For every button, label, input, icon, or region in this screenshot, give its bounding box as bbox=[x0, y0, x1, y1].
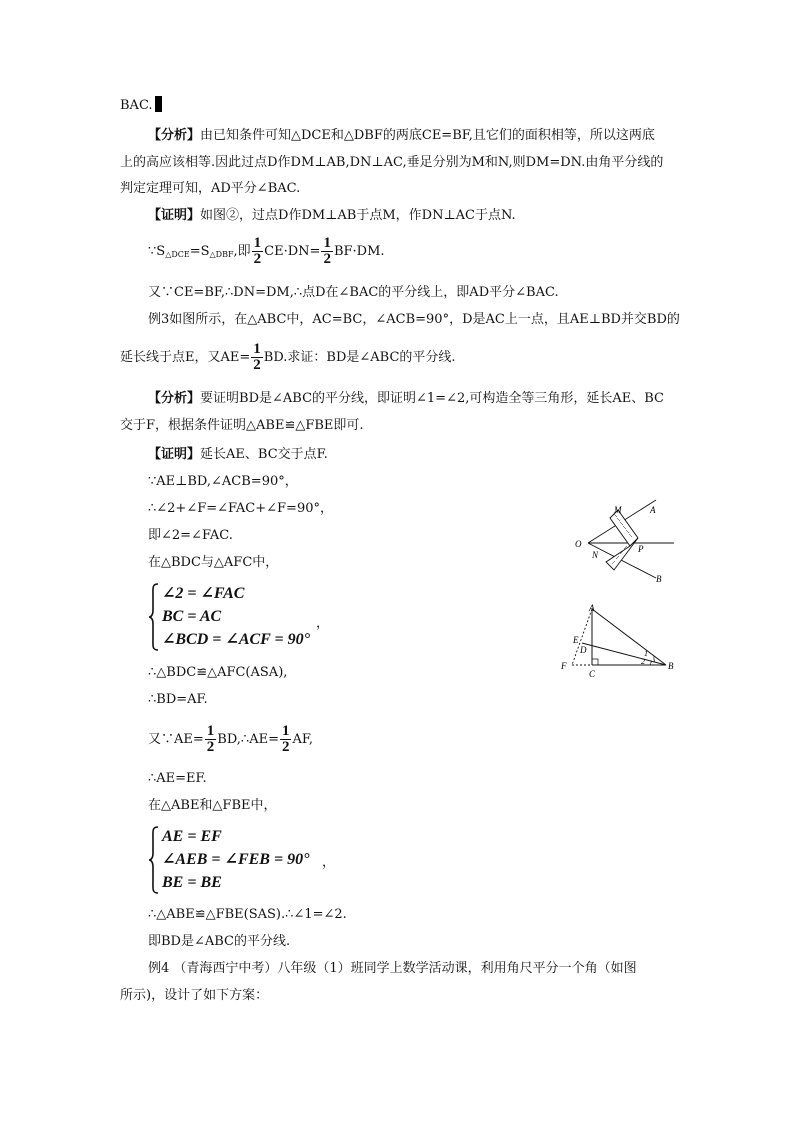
text: 要证明BD是∠ABC的平分线，即证明∠1=∠2,可构造全等三角形，延长AE、BC bbox=[200, 391, 664, 406]
line bbox=[148, 691, 208, 709]
numerator: 1 bbox=[323, 235, 331, 251]
punctuation: ， bbox=[316, 616, 330, 631]
text: 又∵CE=BF,∴DN=DM,∴点D在∠BAC的平分线上，即AD平分∠BAC. bbox=[148, 285, 559, 300]
segment-eb bbox=[582, 643, 666, 665]
text: ∵S bbox=[148, 244, 166, 259]
equation-system-1 bbox=[148, 582, 348, 652]
text: 由已知条件可知△DCE和△DBF的两底CE=BF,且它们的面积相等，所以这两底 bbox=[200, 128, 655, 143]
equation-list bbox=[162, 825, 309, 894]
punctuation: ， bbox=[322, 855, 336, 870]
text: ∴AE=EF. bbox=[148, 771, 207, 786]
subscript: △DBF bbox=[209, 250, 234, 259]
text: 又∵AE= bbox=[148, 732, 204, 747]
line bbox=[148, 664, 287, 682]
equation-system-2 bbox=[148, 825, 348, 895]
text: 即∠2=∠FAC. bbox=[148, 528, 233, 543]
label-d: D bbox=[580, 645, 587, 655]
fraction-line bbox=[148, 722, 313, 758]
subscript: △DCE bbox=[165, 250, 190, 259]
proof-label: 【证明】 bbox=[148, 208, 201, 223]
label-angle-1: 1 bbox=[644, 649, 648, 658]
text: 判定定理可知，AD平分∠BAC. bbox=[120, 181, 301, 196]
text: 在△ABE和△FBE中， bbox=[148, 798, 277, 813]
text: AF, bbox=[292, 732, 313, 747]
left-brace-icon bbox=[148, 825, 160, 895]
label-angle-2: 2 bbox=[641, 657, 645, 666]
label-a: A bbox=[589, 603, 595, 613]
label-b: B bbox=[668, 661, 674, 671]
example-3-line-2 bbox=[120, 340, 456, 376]
denominator: 2 bbox=[206, 739, 215, 755]
text: 延长AE、BC交于点F. bbox=[200, 447, 328, 462]
line bbox=[120, 417, 364, 435]
text: BAC. bbox=[120, 98, 153, 113]
equation: BC = AC bbox=[162, 608, 222, 625]
text: 例4 （青海西宁中考）八年级（1）班同学上数学活动课，利用角尺平分一个角（如图 bbox=[148, 961, 637, 976]
line bbox=[148, 933, 290, 951]
fraction-half bbox=[252, 236, 264, 267]
line bbox=[148, 527, 233, 545]
fraction-half bbox=[321, 236, 333, 267]
label-b: B bbox=[656, 574, 662, 584]
equation: ∠2 = ∠FAC bbox=[162, 585, 245, 602]
text: CE·DN= bbox=[264, 244, 321, 259]
text: ∵AE⊥BD,∠ACB=90°， bbox=[148, 474, 298, 489]
label-a: A bbox=[650, 505, 656, 515]
equation: ∠AEB = ∠FEB = 90° bbox=[162, 851, 310, 868]
left-brace-icon bbox=[148, 582, 160, 652]
denominator: 2 bbox=[323, 251, 331, 267]
denominator: 2 bbox=[281, 739, 290, 755]
side-ab bbox=[592, 609, 666, 665]
numerator: 1 bbox=[281, 723, 290, 739]
text: 例3如图所示，在△ABC中，AC=BC，∠ACB=90°，D是AC上一点，且AE⊥BD并交BD的 bbox=[148, 312, 680, 327]
text: ∴△BDC≌△AFC(ASA), bbox=[148, 665, 288, 680]
equation: BE = BE bbox=[162, 874, 222, 891]
text: 上的高应该相等.因此过点D作DM⊥AB,DN⊥AC,垂足分别为M和N,则DM=DN.由角平分线的 bbox=[120, 155, 664, 170]
triangle-figure bbox=[558, 603, 682, 679]
label-p: P bbox=[638, 544, 644, 554]
cursor-mark bbox=[155, 96, 162, 112]
numerator: 1 bbox=[253, 341, 261, 357]
numerator: 1 bbox=[206, 723, 215, 739]
example-3-line bbox=[148, 311, 680, 329]
analysis-paragraph-2 bbox=[148, 390, 664, 408]
equation: ∠BCD = ∠ACF = 90° bbox=[162, 631, 311, 648]
text: 即BD是∠ABC的平分线. bbox=[148, 934, 291, 949]
example-4-line bbox=[148, 960, 637, 978]
fraction-half bbox=[205, 724, 217, 755]
right-angle-mark bbox=[592, 659, 598, 665]
line bbox=[120, 154, 663, 172]
line-bac bbox=[120, 96, 162, 115]
ruler-angle-figure bbox=[570, 496, 682, 588]
line bbox=[148, 500, 333, 518]
line bbox=[148, 797, 277, 815]
label-m: M bbox=[614, 505, 622, 515]
denominator: 2 bbox=[253, 251, 262, 267]
label-e: E bbox=[573, 635, 579, 645]
line bbox=[148, 554, 278, 572]
analysis-paragraph-1 bbox=[148, 127, 655, 145]
proof-label: 【证明】 bbox=[148, 447, 201, 462]
line bbox=[148, 284, 559, 302]
text: 如图②，过点D作DM⊥AB于点M，作DN⊥AC于点N. bbox=[200, 208, 516, 223]
denominator: 2 bbox=[253, 357, 261, 373]
text: ,即 bbox=[233, 244, 251, 259]
line bbox=[120, 987, 268, 1005]
line bbox=[148, 906, 347, 924]
text: ∴BD=AF. bbox=[148, 692, 208, 707]
ray-ob bbox=[588, 543, 656, 578]
fraction-half bbox=[280, 724, 292, 755]
ruler-arm-upper bbox=[610, 510, 638, 546]
area-equation-line bbox=[148, 234, 385, 273]
label-n: N bbox=[592, 550, 599, 560]
text: ∴△ABE≌△FBE(SAS).∴∠1=∠2. bbox=[148, 907, 347, 922]
fraction-half bbox=[251, 342, 263, 373]
line bbox=[120, 180, 300, 198]
text: 交于F，根据条件证明△ABE≌△FBE即可. bbox=[120, 418, 364, 433]
proof-paragraph-2 bbox=[148, 446, 328, 464]
numerator: 1 bbox=[253, 235, 262, 251]
text: 所示)，设计了如下方案： bbox=[120, 988, 269, 1003]
proof-paragraph-1 bbox=[148, 207, 516, 225]
text: 延长线于点E，又AE= bbox=[120, 350, 251, 365]
label-f: F bbox=[561, 661, 567, 671]
analysis-label: 【分析】 bbox=[148, 391, 201, 406]
text: ∴∠2+∠F=∠FAC+∠F=90°， bbox=[148, 501, 333, 516]
text: =S bbox=[189, 244, 210, 259]
line bbox=[148, 473, 298, 491]
analysis-label: 【分析】 bbox=[148, 128, 201, 143]
text: BD.求证：BD是∠ABC的平分线. bbox=[263, 350, 456, 365]
label-c: C bbox=[589, 669, 596, 679]
equation: AE = EF bbox=[162, 828, 222, 845]
text: BF·DM. bbox=[333, 244, 385, 259]
text: 在△BDC与△AFC中， bbox=[148, 555, 279, 570]
line bbox=[148, 770, 207, 788]
text: BD,∴AE= bbox=[217, 732, 279, 747]
equation-list bbox=[162, 582, 310, 651]
label-o: O bbox=[575, 539, 582, 549]
